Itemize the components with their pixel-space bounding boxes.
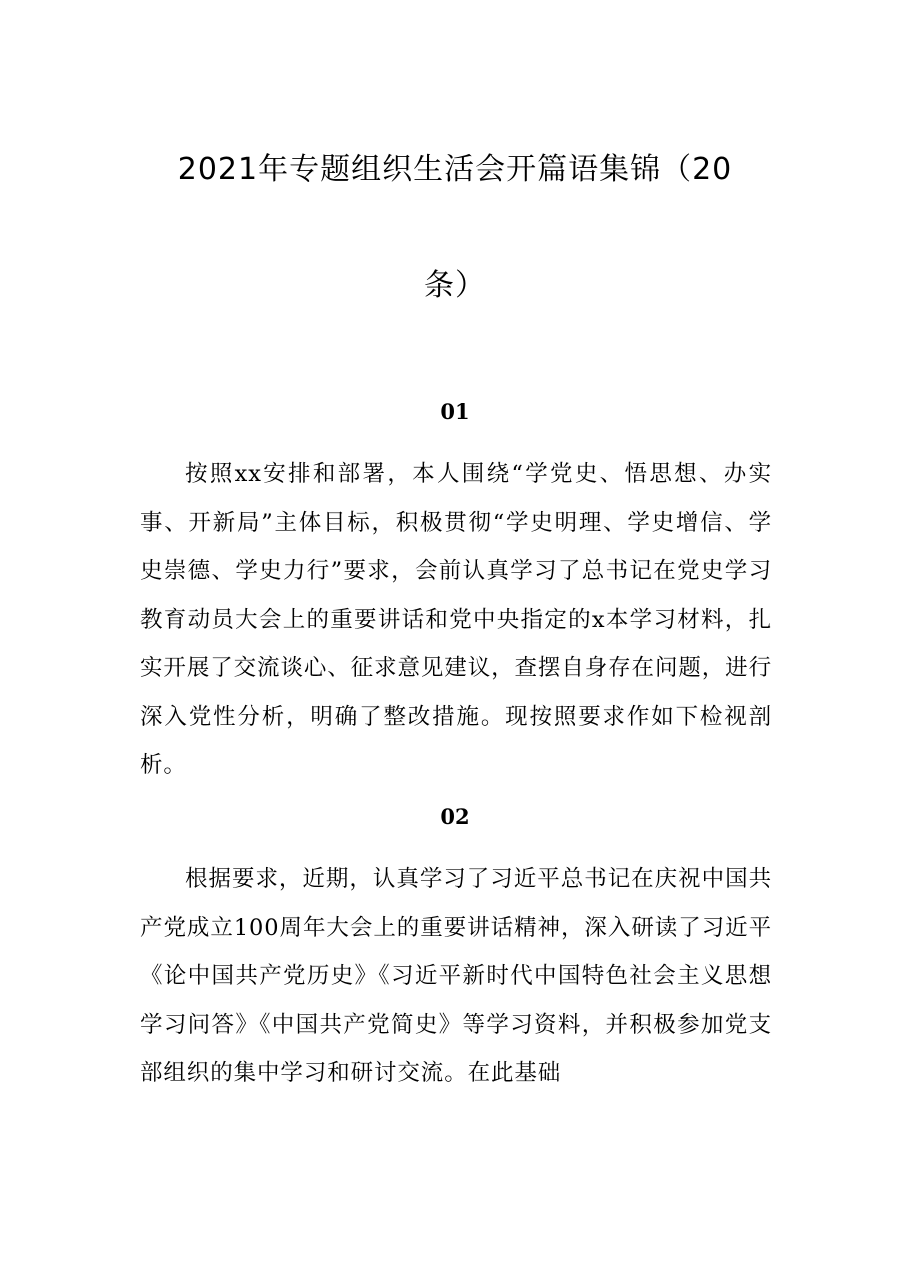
section-paragraph-01: 按照xx安排和部署，本人围绕“学党史、悟思想、办实事、开新局”主体目标，积极贯彻“学史明理、学史增信、学史崇德、学史力行”要求，会前认真学习了总书记在党史学习教育动员大会上的重要讲话和党中央指定的x本学习材料，扎实开展了交流谈心、征求意见建议，查摆自身存在问题，进行深入党性分析，明确了整改措施。现按照要求作如下检视剖析。: [140, 461, 772, 778]
document-title-line-2: 条）: [424, 268, 486, 303]
document-title-line-1: 2021年专题组织生活会开篇语集锦（20: [177, 152, 733, 187]
section-paragraph-02: 根据要求，近期，认真学习了习近平总书记在庆祝中国共产党成立100周年大会上的重要讲话精神，深入研读了习近平《论中国共产党历史》《习近平新时代中国特色社会主义思想学习问答》《中国共产党简史》等学习资料，并积极参加党支部组织的集中学习和研讨交流。在此基础: [140, 866, 772, 1086]
section-number-01: 01: [440, 399, 470, 424]
section-number-02: 02: [440, 804, 470, 829]
